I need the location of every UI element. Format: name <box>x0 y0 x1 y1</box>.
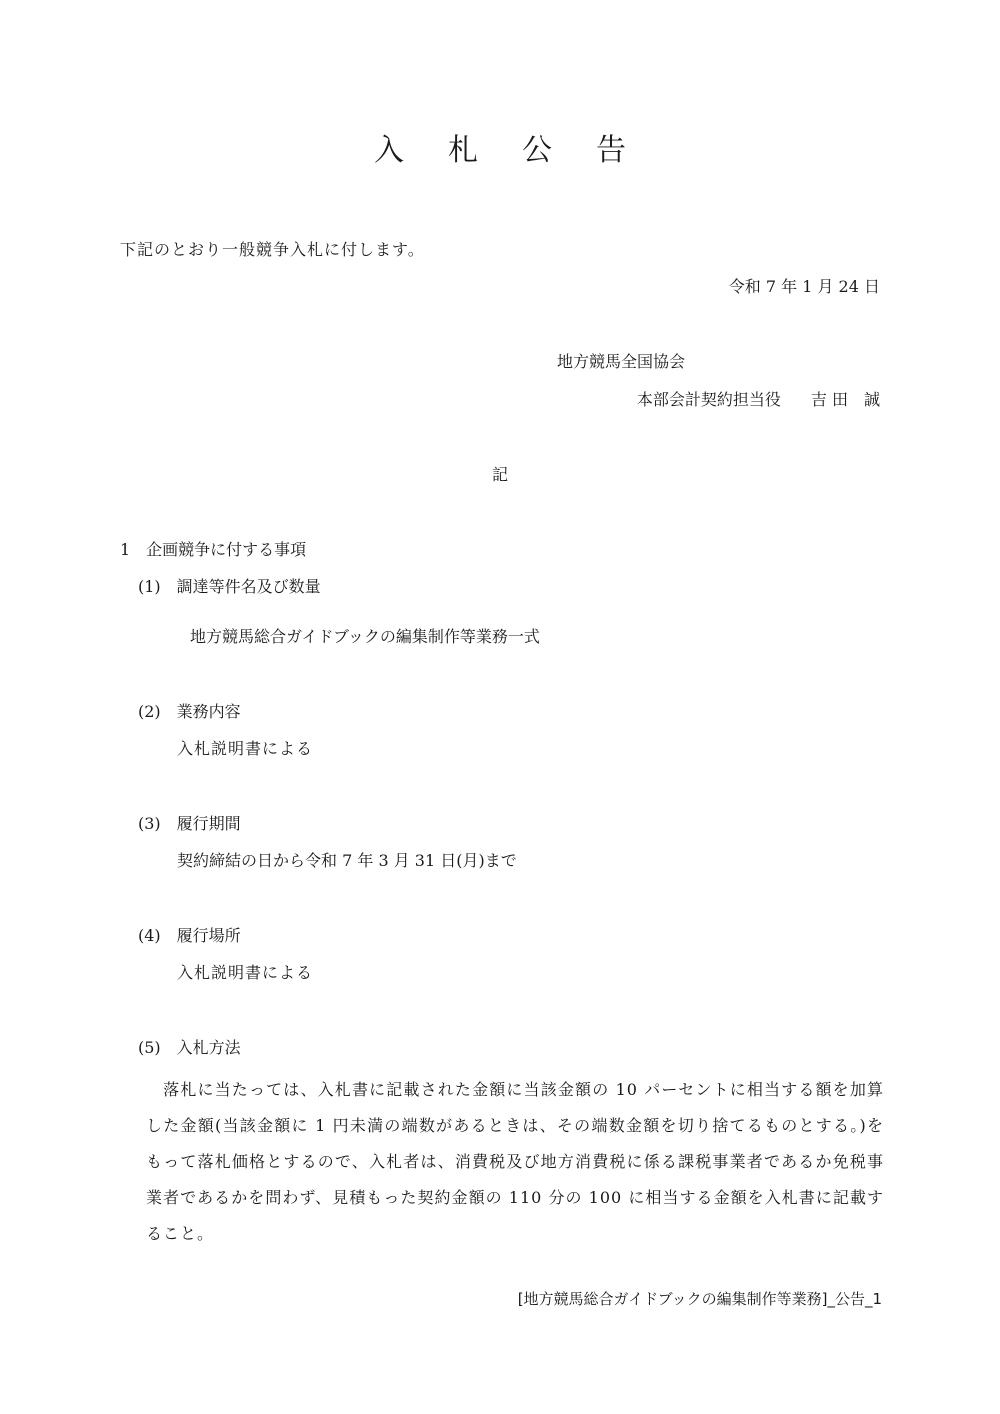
ki-heading: 記 <box>491 465 508 484</box>
signer-block <box>637 392 880 408</box>
title-char: 札 <box>448 133 478 168</box>
page-title <box>0 133 1000 168</box>
title-char: 入 <box>374 133 404 168</box>
item-label: (4) 履行場所 <box>138 926 241 945</box>
title-char: 告 <box>596 133 626 168</box>
document-footer: [地方競馬総合ガイドブックの編集制作等業務]_公告_1 <box>517 1290 882 1308</box>
organization-name: 地方競馬全国協会 <box>557 352 686 371</box>
signer-role: 本部会計契約担当役 <box>636 390 781 409</box>
item-content: 入札説明書による <box>177 739 314 758</box>
item-content: 契約締結の日から令和 7 年 3 月 31 日(月)まで <box>177 851 517 870</box>
section-heading: 1 企画競争に付する事項 <box>120 540 307 559</box>
intro-text: 下記のとおり一般競争入札に付します。 <box>120 240 425 259</box>
item-content: 地方競馬総合ガイドブックの編集制作等業務一式 <box>190 627 540 646</box>
signer-name: 吉 田 誠 <box>810 390 880 409</box>
notice-date: 令和 7 年 1 月 24 日 <box>728 277 880 296</box>
bidding-method-paragraph: 落札に当たっては、入札書に記載された金額に当該金額の 10 パーセントに相当する額を加算した金額(当該金額に 1 円未満の端数があるときは、その端数金額を切り捨てるものとする。)をもって落札価格とするので、入札者は、消費税及び地方消費税に係る課税事業者であるか免税事業者であるかを問わず、見積もった契約金額の 110 分の 100 に相当する金額を入札書に記載すること。 <box>146 1080 884 1243</box>
item-label: (5) 入札方法 <box>138 1038 241 1057</box>
item-label: (2) 業務内容 <box>138 702 241 721</box>
item-label: (3) 履行期間 <box>138 814 241 833</box>
item-label: (1) 調達等件名及び数量 <box>138 577 321 596</box>
title-char: 公 <box>522 133 552 168</box>
item-content: 入札説明書による <box>177 963 314 982</box>
